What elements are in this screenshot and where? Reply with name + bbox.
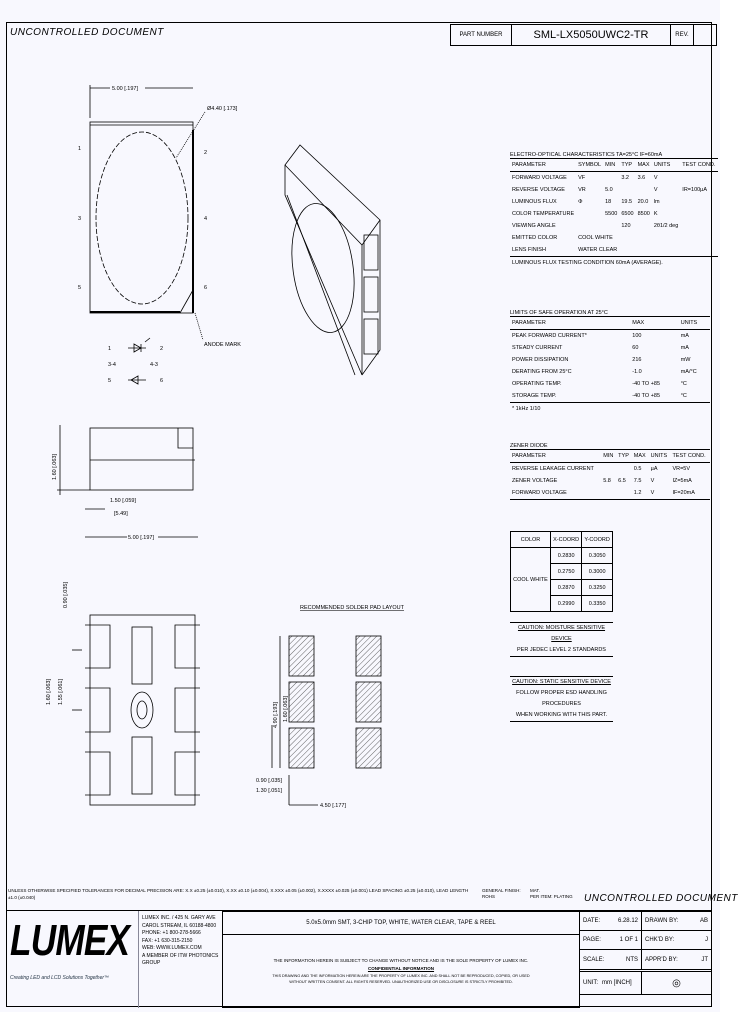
address-line: CAROL STREAM, IL 60188-4800 <box>142 922 217 929</box>
address-line: WEB: WWW.LUMEX.COM <box>142 945 202 951</box>
table-cell: FORWARD VOLTAGE <box>512 175 567 181</box>
table-cell: 5.8 <box>603 478 611 484</box>
table-cell: 0.2990 <box>550 596 581 612</box>
table-cell <box>601 487 616 500</box>
table-cell: VIEWING ANGLE <box>512 223 556 229</box>
color-coordinate-table <box>510 531 613 612</box>
table-cell: STEADY CURRENT <box>512 345 563 351</box>
page-label: PAGE: <box>583 937 601 943</box>
table-cell <box>616 463 632 476</box>
scale-cell <box>579 949 642 970</box>
table-note: * 1kHz 1/10 <box>512 406 541 412</box>
table-cell: LUMINOUS FLUX <box>512 199 557 205</box>
table-cell <box>619 184 635 196</box>
uncontrolled-watermark: UNCONTROLLED DOCUMENT <box>10 27 164 38</box>
divider <box>138 911 139 1008</box>
pin-label: 6 <box>204 285 208 291</box>
material-note <box>530 888 580 900</box>
scale-label: SCALE: <box>583 956 605 963</box>
table-cell: 7.5 <box>633 478 642 484</box>
table-cell: 1.2 <box>633 490 642 496</box>
uncontrolled-watermark-bottom: UNCONTROLLED DOCUMENT <box>584 893 738 904</box>
pad-layout-title: RECOMMENDED SOLDER PAD LAYOUT <box>300 605 405 611</box>
column-header: PARAMETER <box>512 162 546 168</box>
date-value: 6.28.12 <box>617 918 638 924</box>
table-cell: 19.5 <box>621 199 633 205</box>
date-label: DATE: <box>583 918 601 924</box>
table-cell: lm <box>653 199 660 205</box>
pin-label: 2 <box>204 150 208 156</box>
column-header: MIN <box>605 162 616 168</box>
table-cell <box>601 463 616 476</box>
table-cell: STORAGE TEMP. <box>512 393 557 399</box>
drawn-label: DRAWN BY: <box>645 918 679 924</box>
table-row <box>510 354 710 366</box>
table-cell: 2θ1/2 deg <box>653 223 679 229</box>
table-cell: PEAK FORWARD CURRENT* <box>512 333 587 339</box>
table-cell: 216 <box>632 357 642 363</box>
pin-label: 2 <box>160 346 164 352</box>
company-address <box>142 915 220 968</box>
approved-value: JT <box>701 956 708 963</box>
table-row <box>510 172 718 185</box>
column-header: MAX <box>632 320 645 326</box>
column-header: MAX <box>637 162 650 168</box>
color-name: COOL WHITE <box>511 548 551 612</box>
table-cell: 100 <box>632 333 642 339</box>
tolerance-note: UNLESS OTHERWISE SPECIFIED TOLERANCES FOR DECIMAL PRECISION ARE: X.X ±0.25 (±0.010), X.XX ±0.10 (±0.004), X.XXX ±0.05 (±0.002), X.XXXX ±0.025 (±0.001) LEAD SPACING ±0.25 (±0.010), LEAD LENGTH ±1.0 (±0.040) <box>8 888 469 900</box>
unit-cell <box>579 971 642 995</box>
top-view <box>78 85 241 348</box>
drawn-by-cell <box>641 911 712 931</box>
table-cell: 0.3350 <box>582 596 613 612</box>
part-number: SML-LX5050UWC2-TR <box>512 25 671 45</box>
table-row <box>510 220 718 232</box>
caution-text: FOLLOW PROPER ESD HANDLING PROCEDURES <box>516 690 607 707</box>
bottom-view <box>46 582 200 805</box>
table-cell <box>603 172 619 185</box>
emitted-color: COOL WHITE <box>578 235 613 241</box>
table-cell: VR <box>578 187 586 193</box>
pin-label: 4 <box>204 216 208 222</box>
table-cell: IF=20mA <box>672 490 695 496</box>
table-cell: 0.3050 <box>582 548 613 564</box>
table-cell: °C <box>680 381 687 387</box>
column-header: MIN <box>603 453 614 459</box>
table-row <box>510 463 710 476</box>
table-cell <box>680 196 717 208</box>
column-header: UNITS <box>653 162 671 168</box>
table-cell: Φ <box>578 199 583 205</box>
table-cell: OPERATING TEMP. <box>512 381 562 387</box>
table-cell: 60 <box>632 345 639 351</box>
table-cell: K <box>653 211 658 217</box>
checked-value: J <box>705 937 708 943</box>
confidential-text: WITHOUT WRITTEN CONSENT. ALL RIGHTS RESERVED. UNAUTHORIZED USE OR DISCLOSURE IS STRICTLY PROHIBITED. <box>289 980 513 984</box>
top-width-dim: 5.00 [.197] <box>112 86 138 92</box>
table-title: ELECTRO-OPTICAL CHARACTERISTICS TA=25°C IF=60mA <box>510 152 663 158</box>
address-line: LUMEX INC. / 425 N. GARY AVE <box>142 915 216 921</box>
table-cell: mA <box>680 333 689 339</box>
table-row <box>510 378 710 390</box>
lens-finish: WATER CLEAR <box>578 247 618 253</box>
finish-note <box>482 888 524 900</box>
table-cell: VF <box>578 175 586 181</box>
column-header: UNITS <box>650 453 668 459</box>
column-header: TEST COND. <box>672 453 706 459</box>
table-cell <box>616 487 632 500</box>
table-cell: IZ=5mA <box>672 478 692 484</box>
title-block <box>6 910 712 1008</box>
confidential-text: THIS DRAWING AND THE INFORMATION HEREIN ARE THE PROPERTY OF LUMEX INC. AND SHALL NOT BE REPRODUCED, COPIED, OR USED <box>272 974 530 978</box>
table-title: LIMITS OF SAFE OPERATION AT 25°C <box>510 310 608 316</box>
pad-span-dim: 4.50 [.177] <box>320 803 346 809</box>
table-cell <box>603 220 619 232</box>
material-label: MAT. <box>530 888 540 893</box>
approved-label: APPR'D BY: <box>645 956 678 963</box>
table-cell: -1.0 <box>632 369 642 375</box>
pin-label: 6 <box>160 378 164 384</box>
zener-table <box>510 443 710 500</box>
caution-title: CAUTION: MOISTURE SENSITIVE DEVICE <box>517 625 606 642</box>
pad-width-dim: 0.90 [.035] <box>256 778 282 784</box>
table-row <box>510 475 710 487</box>
projection-symbol-icon: ◎ <box>641 971 712 995</box>
table-cell: IR=100µA <box>682 187 708 193</box>
table-cell: 120 <box>621 223 631 229</box>
table-row <box>510 342 710 354</box>
lens-diameter-dim: Ø4.40 [.173] <box>207 106 238 112</box>
rev-label: REV. <box>671 25 694 45</box>
schematic-symbol <box>108 338 163 384</box>
column-header: TYP <box>618 453 629 459</box>
pad-gap-dim: 1.30 [.051] <box>256 788 282 794</box>
caution-text: WHEN WORKING WITH THIS PART. <box>515 712 608 718</box>
lens-label: LENS FINISH <box>512 247 546 253</box>
table-cell: 6.5 <box>618 478 626 484</box>
address-line: PHONE: +1 800-278-5666 <box>142 930 201 936</box>
moisture-caution <box>510 622 613 657</box>
rev-value <box>694 25 716 45</box>
table-cell: 0.3000 <box>582 564 613 580</box>
table-cell: 0.5 <box>633 466 642 472</box>
table-row <box>510 487 710 500</box>
table-cell: 20.0 <box>637 199 649 205</box>
table-cell: mA/°C <box>680 369 697 375</box>
table-cell <box>636 184 652 196</box>
scale-value: NTS <box>626 956 638 963</box>
bottom-pad-dim: 1.60 [.063] <box>46 679 52 705</box>
table-cell: 0.2750 <box>550 564 581 580</box>
table-cell: -40 TO +85 <box>632 393 661 399</box>
unit-value: mm [INCH] <box>602 980 632 986</box>
static-caution <box>510 676 613 722</box>
table-cell: 3.2 <box>621 175 629 181</box>
date-cell <box>579 911 642 931</box>
isometric-view <box>284 145 380 375</box>
part-number-label: PART NUMBER <box>451 25 512 45</box>
table-cell: 18 <box>605 199 612 205</box>
pin-label: 1 <box>108 346 112 352</box>
solder-pad-layout <box>256 605 405 809</box>
column-header: PARAMETER <box>512 320 546 326</box>
table-row <box>510 366 710 378</box>
electro-optical-table <box>510 152 716 269</box>
column-header: PARAMETER <box>512 453 546 459</box>
page-cell <box>579 930 642 950</box>
column-header: Y-COORD <box>582 532 613 548</box>
column-header: COLOR <box>511 532 551 548</box>
checked-label: CHK'D BY: <box>645 937 675 943</box>
table-cell: °C <box>680 393 687 399</box>
bottom-pitch-dim: 0.90 [.035] <box>63 582 69 608</box>
part-description: 5.0x5.0mm SMT, 3-CHIP TOP, WHITE, WATER CLEAR, TAPE & REEL <box>222 911 580 935</box>
table-cell: ZENER VOLTAGE <box>512 478 558 484</box>
table-cell: V <box>653 187 658 193</box>
table-cell: DERATING FROM 25°C <box>512 369 572 375</box>
column-header: SYMBOL <box>578 162 602 168</box>
table-note: LUMINOUS FLUX TESTING CONDITION 60mA (AVERAGE). <box>512 260 663 266</box>
caution-text: PER JEDEC LEVEL 2 STANDARDS <box>517 647 606 653</box>
table-cell <box>576 220 603 232</box>
table-cell <box>680 220 717 232</box>
table-row <box>510 208 718 220</box>
table-cell: 0.2830 <box>550 548 581 564</box>
caution-title: CAUTION: STATIC SENSITIVE DEVICE <box>512 679 611 685</box>
bottom-pad-dim2: 1.55 [.061] <box>58 679 64 705</box>
table-cell: REVERSE LEAKAGE CURRENT <box>512 466 594 472</box>
column-header: MAX <box>633 453 646 459</box>
notice-text: THE INFORMATION HEREIN IS SUBJECT TO CHANGE WITHOUT NOTICE AND IS THE SOLE PROPERTY OF LUMEX INC. <box>273 958 529 963</box>
pad-height-dim: 4.90 [.193] <box>273 702 279 728</box>
checked-by-cell <box>641 930 712 950</box>
table-cell: 8500 <box>637 211 650 217</box>
limits-table <box>510 310 710 415</box>
emitted-color-label: EMITTED COLOR <box>512 235 558 241</box>
lumex-logo: LUMEX <box>10 916 130 965</box>
table-cell: -40 TO +85 <box>632 381 661 387</box>
table-row <box>510 184 718 196</box>
table-cell: 5.0 <box>605 187 613 193</box>
table-cell: V <box>653 175 658 181</box>
table-row <box>510 330 710 343</box>
table-cell: 3.6 <box>637 175 646 181</box>
notice-box <box>222 934 580 1008</box>
column-header: X-COORD <box>550 532 581 548</box>
polarity-mark-label: ANODE MARK <box>204 342 241 348</box>
table-cell <box>576 208 603 220</box>
column-header: UNITS <box>680 320 698 326</box>
table-cell: COLOR TEMPERATURE <box>512 211 575 217</box>
material-text: PER ITEM: PLATING <box>530 894 573 899</box>
table-cell: POWER DISSIPATION <box>512 357 569 363</box>
column-header: TYP <box>621 162 633 168</box>
table-row <box>510 196 718 208</box>
table-cell <box>680 172 717 185</box>
table-cell: 5500 <box>605 211 618 217</box>
side-width-dim: 5.00 [.197] <box>128 535 154 541</box>
table-cell: µA <box>650 466 658 472</box>
finish-text: GENERAL FINISH: ROHS <box>482 888 521 899</box>
table-cell: mA <box>680 345 689 351</box>
table-row <box>510 390 710 403</box>
side-height-dim: 1.60 [.063] <box>52 454 58 480</box>
pin-label: 3 <box>78 216 82 222</box>
table-cell: V <box>650 490 655 496</box>
address-line: FAX: +1 630-315-2150 <box>142 937 193 944</box>
table-cell <box>680 208 717 220</box>
unit-label: UNIT: <box>583 980 598 986</box>
table-cell <box>636 220 652 232</box>
column-header: TEST COND. <box>682 162 716 168</box>
table-cell: REVERSE VOLTAGE <box>512 187 565 193</box>
confidential-title: CONFIDENTIAL INFORMATION <box>367 966 435 971</box>
pin-label: 5 <box>78 285 82 291</box>
table-cell: FORWARD VOLTAGE <box>512 490 567 496</box>
pin-label: 3-4 <box>108 362 116 368</box>
table-cell: V <box>650 478 655 484</box>
table-cell: 6500 <box>621 211 634 217</box>
table-cell: 0.3250 <box>582 580 613 596</box>
drawn-value: AB <box>699 918 708 924</box>
side-view <box>52 425 198 541</box>
side-lead-dim: 1.50 [.059] <box>110 498 136 504</box>
pin-label: 5 <box>108 378 112 384</box>
pad-pitch-dim: 1.60 [.063] <box>283 696 289 722</box>
pin-label: 4-3 <box>150 362 158 368</box>
pin-label: 1 <box>78 146 82 152</box>
table-cell: mW <box>680 357 691 363</box>
approved-by-cell <box>641 949 712 970</box>
side-lead-dim2: [5.49] <box>114 511 128 517</box>
page-value: 1 OF 1 <box>619 937 638 943</box>
table-cell: 0.2870 <box>550 580 581 596</box>
address-line: A MEMBER OF ITW PHOTONICS GROUP <box>142 952 219 966</box>
logo-tagline: Creating LED and LCD Solutions Together™ <box>10 975 110 981</box>
table-title: ZENER DIODE <box>510 443 548 449</box>
table-cell: VR=5V <box>672 466 691 472</box>
